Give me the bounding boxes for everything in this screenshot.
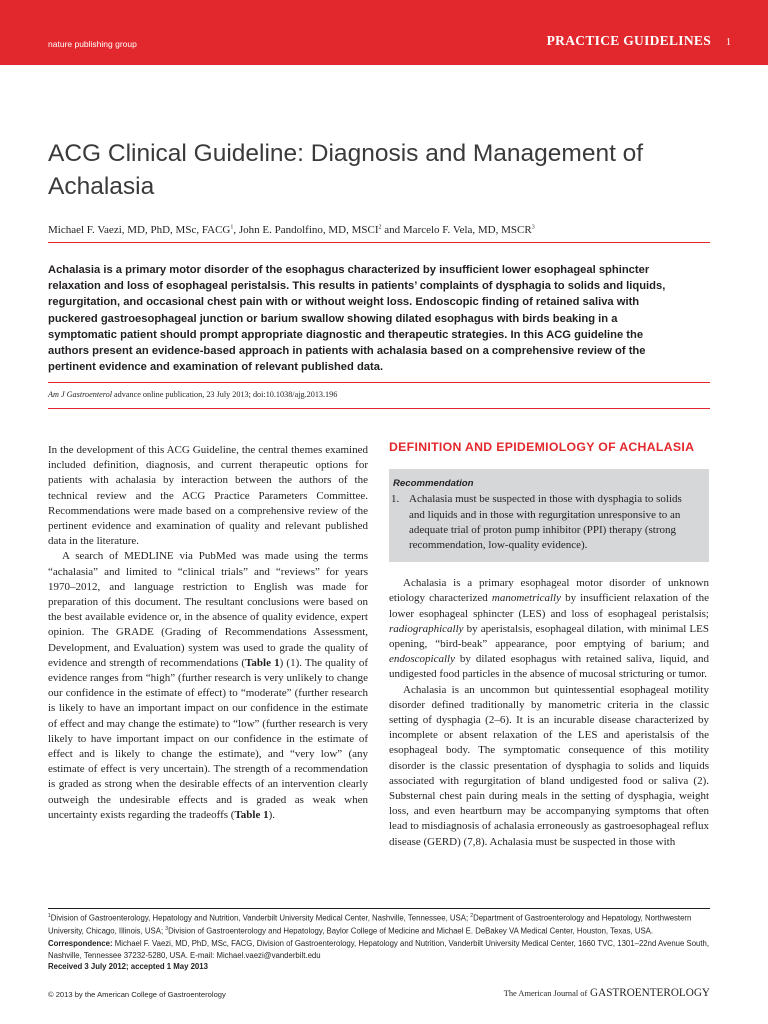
affiliation-text: Division of Gastroenterology, Hepatology and Nutrition, Vanderbilt University Medical Center, Nashville, Tennessee, USA; [50,913,471,923]
table-reference[interactable]: Table 1 [234,808,269,821]
text-run: ) (1). The quality of evidence ranges from “high” (further research is very unlikely to change our confidence in the estimate of effect) to “moderate” (further research is likely to have an important impact on our confidence in the estimate of effect and may change the estimate) to “low” (further research is very likely to have important impact on our confidence in the estimate of effect and is likely to change the estimate), and “very low” (any estimate of effect is very uncertain). The strength of a recommendation is graded as strong when the desirable effects of an intervention clearly outweigh the undesirable effects and is graded as weak when uncertainty exists regarding the tradeoffs ( [48,656,368,821]
left-column [48,443,368,823]
body-paragraph [389,576,709,682]
affiliation-text: Division of Gastroenterology and Hepatology, Baylor College of Medicine and Michael E. DeBakey VA Medical Center, Houston, Texas, USA. [168,926,654,936]
recommendation-text: Achalasia must be suspected in those with dysphagia to solids and liquids and in those with regurgitation unresponsive to an adequate trial of proton pump inhibitor (PPI) therapy (strong recommendation, low-quality evidence). [409,493,682,552]
journal-abbrev: Am J Gastroenterol [48,390,112,399]
recommendation-label: Recommendation [393,478,474,490]
affiliation-mark: 1 [230,224,234,231]
author-name: Michael F. Vaezi, MD, PhD, MSc, FACG [48,224,231,236]
author-name: John E. Pandolfino, MD, MSCI [238,224,379,236]
copyright-notice: © 2013 by the American College of Gastroenterology [48,990,226,999]
text-run: by insufficient relaxation of the lower esophageal sphincter (LES) and loss of esophageal peristalsis; [389,592,709,620]
text-run: Achalasia is a primary esophageal motor disorder of unknown etiology characterized [389,577,709,605]
text-run: ). [268,808,275,821]
abstract: Achalasia is a primary motor disorder of the esophagus characterized by insufficient lower esophageal sphincter relaxation and loss of esophageal peristalsis. This results in patients’ complaints of dysphagia to solids and liquids, regurgitation, and occasional chest pain with or without weight loss. Endoscopic finding of retained saliva with puckered gastroesophageal junction or barium swallow showing dilated esophagus with birds beaking in a symptomatic patient should prompt appropriate diagnostic and therapeutic strategies. In this ACG guideline the authors present an evidence-based approach in patients with achalasia based on a comprehensive review of the pertinent evidence and examination of relevant published data. [48,264,666,374]
section-heading: DEFINITION AND EPIDEMIOLOGY OF ACHALASIA [389,440,695,454]
text-run: A search of MEDLINE via PubMed was made using the terms “achalasia” and limited to “clinical trials” and “reviews” for years 1970–2012, and language restriction to English was made for preparation of this document. The resultant conclusions were based on the best available evidence or, in the absence of quality evidence, expert opinion. The GRADE (Grading of Recommendations Assessment, Development, and Evaluation) system was used to grade the quality of evidence and strength of recommendations ( [48,550,368,669]
affiliation-mark: 2 [378,224,382,231]
right-column [389,440,709,850]
affiliation-mark: 2 [470,913,474,919]
emphasis: manometrically [491,592,561,605]
citation-line [48,390,337,399]
footnotes [48,911,710,973]
correspondence-text: Michael F. Vaezi, MD, PhD, MSc, FACG, Division of Gastroenterology, Hepatology and Nutrition, Vanderbilt University Medical Center, 1660 TVC, 1301–22nd Avenue South, Nashville, Tennessee 37232-5280, USA. E-mail: Michael.vaezi@vanderbilt.edu [48,938,710,960]
divider [48,408,710,409]
recommendation-number: 1. [391,493,400,506]
body-paragraph: Achalasia is an uncommon but quintessential esophageal motility disorder defined traditionally by manometric criteria in the classic setting of dysphagia (2–6). It is an incurable disease characterized by incomplete or absent relaxation of the LES and aperistalsis of the esophageal body. The symptomatic consequence of this motility disorder is the classic presentation of dysphagia to solids and liquids associated with regurgitation of bland undigested food or saliva (2). Substernal chest pain during meals in the setting of dysphagia, weight loss, and even heartburn may be accompanying symptoms that often lead to misdiagnosis of achalasia erroneously as gastroesophageal reflux disease (GERD) (7,8). Achalasia must be suspected in those with [389,683,709,848]
footnote-divider [48,908,710,909]
correspondence-label: Correspondence: [48,938,113,948]
affiliation-mark: 3 [165,926,169,933]
author-name: Marcelo F. Vela, MD, MSCR [402,224,532,236]
affiliation-text: Department of Gastroenterology and Hepatology, Northwestern University, Chicago, Illinois, USA; [48,913,692,936]
divider [48,242,710,243]
text-run: by aperistalsis, esophageal dilation, with minimal LES opening, “bird-beak” appearance, poor emptying of barium; and [389,622,709,651]
text-run: by dilated esophagus with retained saliva, liquid, and undigested food particles in the absence of mucosal stricturing or tumor. [389,653,709,681]
body-paragraph [48,549,368,823]
author-list: Michael F. Vaezi, MD, PhD, MSc, FACG$^1$, John E. Pandolfino, MD, MSCI$^2$ and Marcelo F. Vela, MD, MSCR$^3$ [48,224,535,236]
table-reference[interactable]: Table 1 [245,656,280,669]
page-number: 1 [726,37,731,48]
received-dates: Received 3 July 2012; accepted 1 May 2013 [48,962,208,972]
journal-name-main: GASTROENTEROLOGY [590,987,710,999]
body-paragraph: In the development of this ACG Guideline, the central themes examined included definition, diagnosis, and current therapeutic options for patients with achalasia by interaction between the authors of the technical review and the ACG Practice Parameters Committee. Recommendations were made based on a comprehensive review of the pertinent evidence and examination of quality and relevant published data in the literature. [48,444,368,548]
publisher-name: nature publishing group [48,39,137,49]
section-label: PRACTICE GUIDELINES [546,33,711,48]
journal-name [504,987,710,999]
affiliation-mark: 3 [531,224,535,231]
emphasis: endoscopically [389,653,455,666]
recommendation-box [389,469,709,562]
journal-name-prefix: The American Journal of [503,989,588,998]
affiliation-mark: 1 [48,913,51,919]
article-title: ACG Clinical Guideline: Diagnosis and Management of Achalasia [48,140,644,200]
header-band [0,0,768,65]
emphasis: radiographically [389,622,464,635]
divider [48,382,710,383]
citation-details: advance online publication, 23 July 2013; doi:10.1038/ajg.2013.196 [111,390,338,399]
recommendation-item [391,492,699,553]
